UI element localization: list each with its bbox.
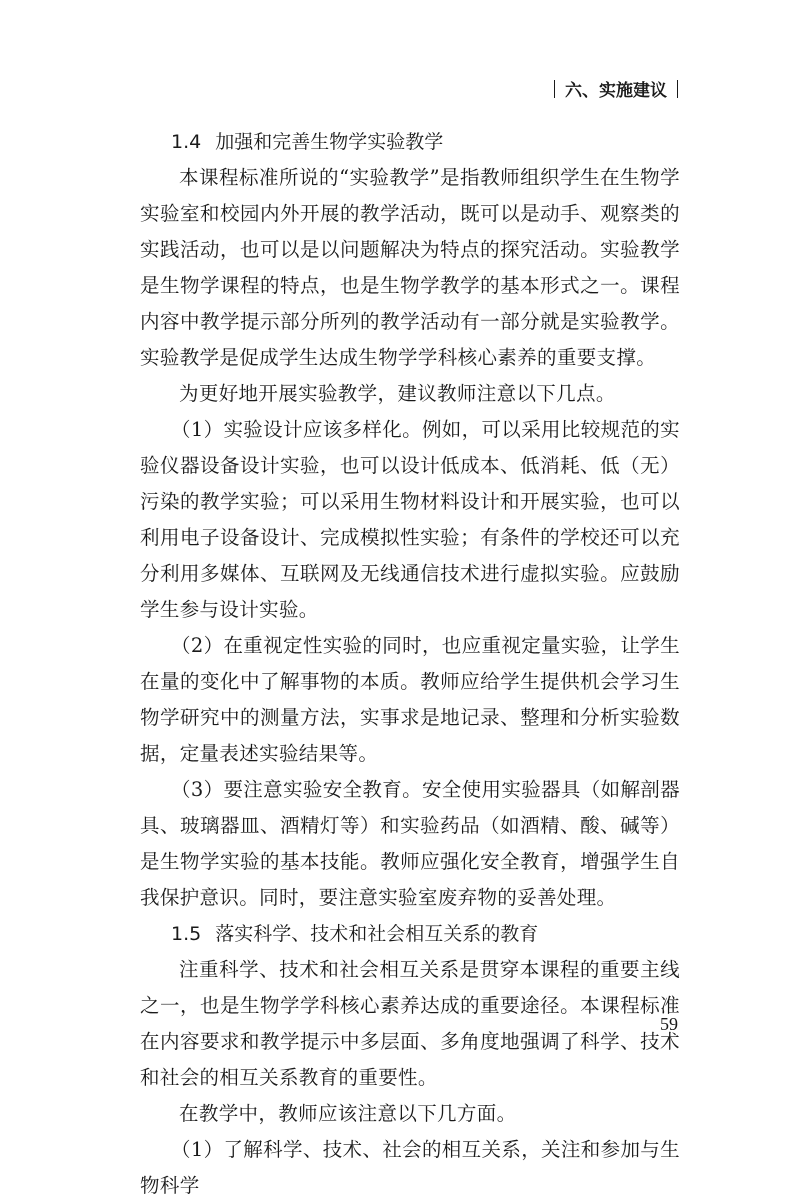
section-number: 1.4 (171, 131, 202, 153)
section-title: 落实科学、技术和社会相互关系的教育 (215, 923, 539, 945)
paragraph: 为更好地开展实验教学，建议教师注意以下几点。 (179, 382, 616, 405)
paragraph: 注重科学、技术和社会相互关系是贯穿本课程的重要主线之一，也是生物学学科核心素养达成的重要途径。本课程标准在内容要求和教学提示中多层面、多角度地强调了科学、技术和社会的相互关系教育的重要性。 (140, 958, 680, 1089)
running-header (554, 76, 678, 101)
chapter-title: 六、实施建议 (565, 81, 667, 101)
body-text (140, 124, 680, 1204)
list-item: （1）实验设计应该多样化。例如，可以采用比较规范的实验仪器设备设计实验，也可以设计低成本、低消耗、低（无）污染的教学实验；可以采用生物材料设计和开展实验，也可以利用电子设备设计、完成模拟性实验；有条件的学校还可以充分利用多媒体、互联网及无线通信技术进行虚拟实验。应鼓励学生参与设计实验。 (140, 418, 681, 621)
section-title: 加强和完善生物学实验教学 (215, 131, 444, 153)
header-divider-left (554, 80, 555, 98)
paragraph: 本课程标准所说的“实验教学”是指教师组织学生在生物学实验室和校园内外开展的教学活动，既可以是动手、观察类的实践活动，也可以是以问题解决为特点的探究活动。实验教学是生物学课程的特点，也是生物学教学的基本形式之一。课程内容中教学提示部分所列的教学活动有一部分就是实验教学。实验教学是促成学生达成生物学学科核心素养的重要支撑。 (140, 166, 680, 369)
section-heading-1-5 (140, 916, 680, 952)
list-item: （2）在重视定性实验的同时，也应重视定量实验，让学生在量的变化中了解事物的本质。教师应给学生提供机会学习生物学研究中的测量方法，实事求是地记录、整理和分析实验数据，定量表述实验结果等。 (140, 634, 681, 765)
header-divider-right (677, 80, 678, 98)
page-number: 59 (660, 1014, 678, 1034)
section-number: 1.5 (171, 923, 202, 945)
list-item: （1）了解科学、技术、社会的相互关系，关注和参加与生物科学 (140, 1138, 681, 1197)
section-heading-1-4 (140, 124, 680, 160)
list-item: （3）要注意实验安全教育。安全使用实验器具（如解剖器具、玻璃器皿、酒精灯等）和实验药品（如酒精、酸、碱等）是生物学实验的基本技能。教师应强化安全教育，增强学生自我保护意识。同时，要注意实验室废弃物的妥善处理。 (140, 778, 681, 909)
paragraph: 在教学中，教师应该注意以下几方面。 (179, 1102, 517, 1125)
